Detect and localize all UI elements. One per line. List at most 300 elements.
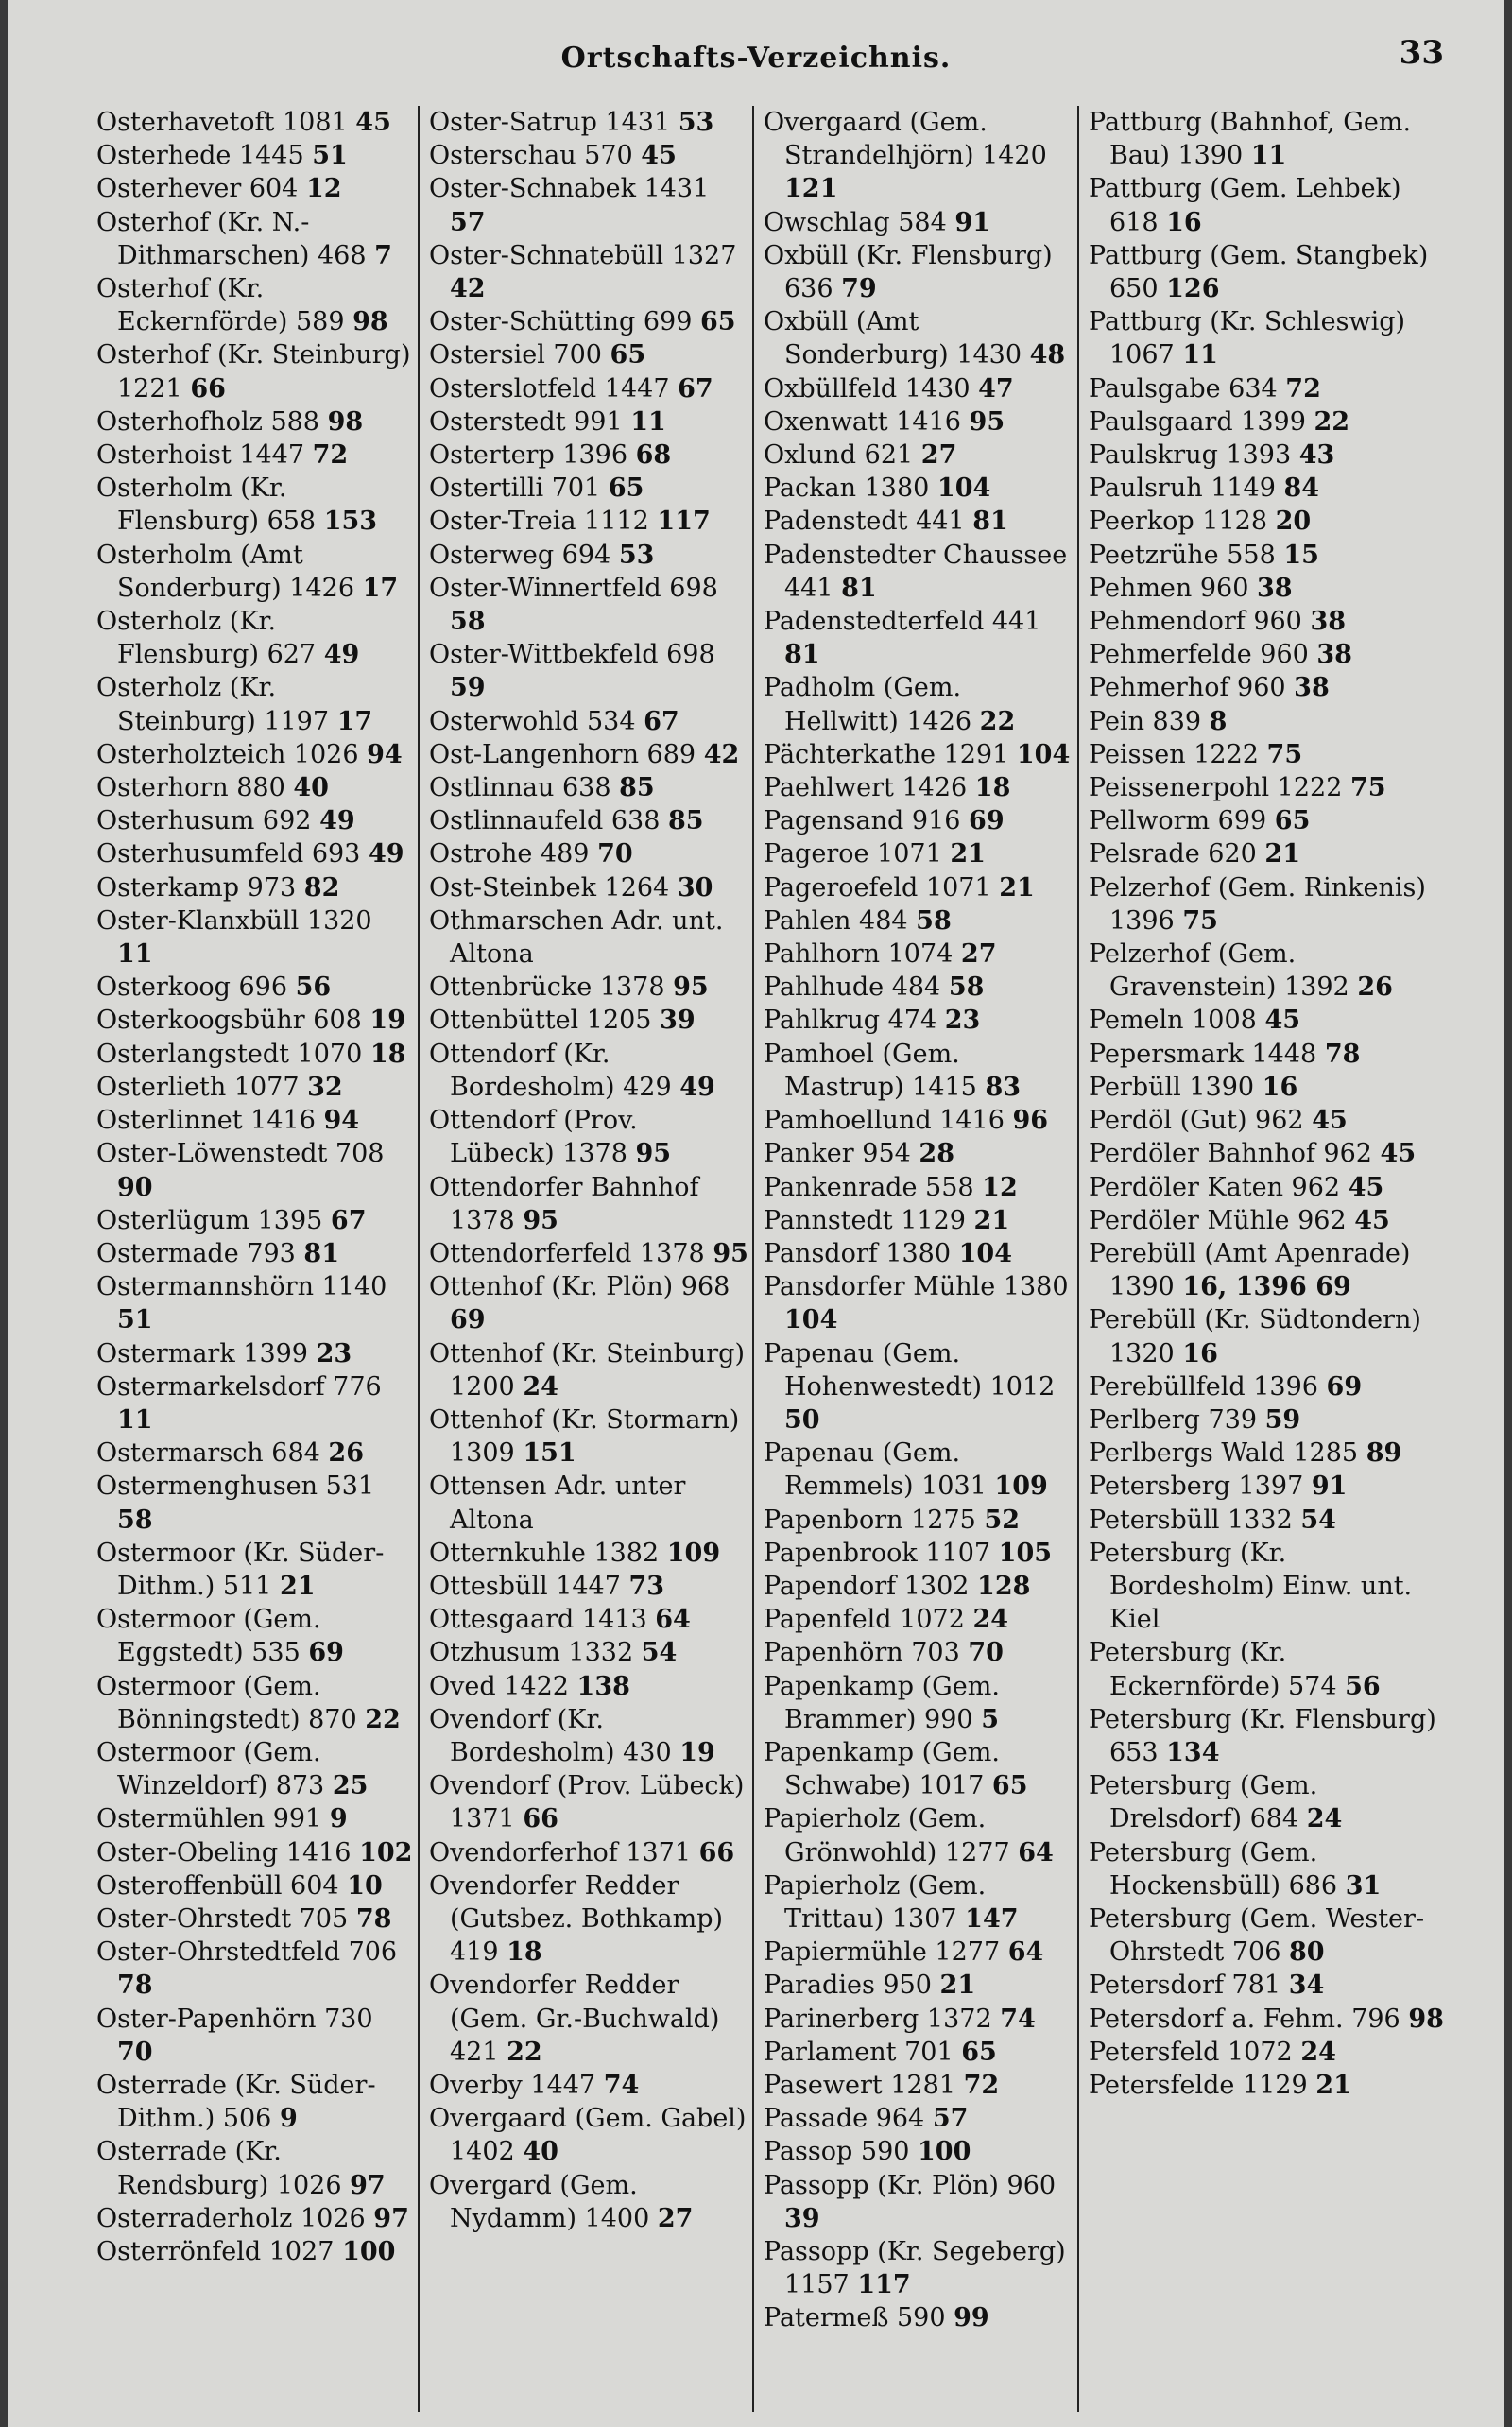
place-name: Pahlkrug 474 bbox=[764, 1006, 937, 1036]
reference-number: 22 bbox=[507, 2037, 542, 2067]
reference-number: 11 bbox=[1250, 141, 1287, 171]
reference-number: 69 bbox=[969, 806, 1005, 836]
directory-entry bbox=[429, 405, 748, 439]
directory-entry bbox=[764, 1038, 1074, 1104]
reference-number: 75 bbox=[1266, 739, 1303, 769]
place-name: Petersburg (Kr. Bordesholm) Einw. unt. Kiel bbox=[1089, 1538, 1413, 1635]
place-name: Petersburg (Gem. Hockensbüll) 686 bbox=[1089, 1837, 1338, 1901]
reference-number: 12 bbox=[982, 1172, 1018, 1202]
place-name: Pahlhorn 1074 bbox=[764, 939, 954, 970]
directory-entry bbox=[429, 472, 748, 505]
place-name: Pahlen 484 bbox=[764, 905, 908, 936]
reference-number: 12 bbox=[305, 174, 342, 204]
directory-entry bbox=[1089, 572, 1452, 605]
directory-entry bbox=[429, 1869, 748, 1970]
directory-entry bbox=[764, 1570, 1074, 1603]
reference-number: 67 bbox=[678, 373, 713, 404]
directory-entry bbox=[764, 1936, 1074, 1969]
reference-number: 121 bbox=[784, 174, 838, 204]
directory-entry bbox=[764, 1437, 1074, 1503]
reference-number: 102 bbox=[359, 1837, 413, 1868]
reference-number: 42 bbox=[703, 739, 740, 769]
directory-entry bbox=[1089, 106, 1452, 172]
place-name: Ostermarsch 684 bbox=[96, 1438, 320, 1469]
directory-entry bbox=[764, 1670, 1074, 1736]
place-name: Papendorf 1302 bbox=[764, 1571, 970, 1601]
directory-entry bbox=[764, 971, 1074, 1004]
reference-number: 32 bbox=[307, 1072, 343, 1102]
directory-entry bbox=[764, 904, 1074, 938]
place-name: Ostermade 793 bbox=[96, 1238, 296, 1268]
directory-entry bbox=[429, 904, 748, 971]
directory-entry bbox=[1089, 705, 1452, 738]
place-name: Osterlangstedt 1070 bbox=[96, 1039, 363, 1069]
reference-number: 49 bbox=[319, 806, 355, 836]
place-name: Petersdorf a. Fehm. 796 bbox=[1089, 2004, 1400, 2034]
place-name: Oxenwatt 1416 bbox=[764, 406, 961, 437]
directory-entry bbox=[429, 1004, 748, 1037]
place-name: Ottendorf (Kr. Bordesholm) 429 bbox=[429, 1039, 672, 1102]
reference-number: 72 bbox=[1285, 373, 1321, 404]
place-name: Passopp (Kr. Segeberg) 1157 bbox=[764, 2237, 1066, 2300]
reference-number: 97 bbox=[373, 2203, 409, 2233]
directory-entry bbox=[96, 1071, 414, 1104]
directory-entry bbox=[429, 971, 748, 1004]
reference-number: 31 bbox=[1345, 1870, 1382, 1901]
reference-number: 90 bbox=[117, 1172, 153, 1202]
directory-entry bbox=[764, 1137, 1074, 1170]
reference-number: 69 bbox=[1326, 1371, 1363, 1402]
place-name: Perdöl (Gut) 962 bbox=[1089, 1106, 1304, 1136]
place-name: Pattburg (Gem. Stangbek) 650 bbox=[1089, 240, 1429, 304]
reference-number: 100 bbox=[918, 2137, 971, 2167]
reference-number: 134 bbox=[1166, 1737, 1220, 1767]
reference-number: 7 bbox=[374, 240, 392, 270]
directory-entry bbox=[764, 2102, 1074, 2135]
reference-number: 20 bbox=[1275, 507, 1312, 537]
reference-number: 58 bbox=[117, 1505, 153, 1535]
directory-entry bbox=[1089, 938, 1452, 1004]
directory-entry bbox=[764, 2135, 1074, 2168]
directory-entry bbox=[96, 2069, 414, 2135]
place-name: Otternkuhle 1382 bbox=[429, 1538, 660, 1568]
place-name: Oxlund 621 bbox=[764, 440, 914, 471]
directory-entry bbox=[764, 439, 1074, 472]
place-name: Oster-Schnatebüll 1327 bbox=[429, 240, 737, 270]
directory-entry bbox=[429, 2069, 748, 2102]
reference-number: 11 bbox=[1182, 340, 1218, 370]
directory-entry bbox=[96, 172, 414, 205]
reference-number: 45 bbox=[1348, 1172, 1384, 1202]
directory-entry bbox=[764, 1237, 1074, 1270]
page-number: 33 bbox=[1399, 34, 1444, 72]
place-name: Petersdorf 781 bbox=[1089, 1971, 1281, 2001]
directory-entry bbox=[96, 272, 414, 338]
reference-number: 65 bbox=[991, 1771, 1028, 1801]
place-name: Ottendorferfeld 1378 bbox=[429, 1238, 705, 1268]
reference-number: 81 bbox=[303, 1238, 339, 1268]
reference-number: 18 bbox=[507, 1937, 542, 1968]
place-name: Padenstedt 441 bbox=[764, 507, 965, 537]
directory-entry bbox=[1089, 1470, 1452, 1503]
reference-number: 11 bbox=[117, 1404, 153, 1435]
directory-entry bbox=[96, 738, 414, 771]
directory-entry bbox=[96, 605, 414, 671]
place-name: Pächterkathe 1291 bbox=[764, 739, 1009, 769]
directory-entry bbox=[764, 206, 1074, 239]
place-name: Packan 1380 bbox=[764, 473, 930, 504]
directory-entry bbox=[1089, 1004, 1452, 1037]
place-name: Ovendorferhof 1371 bbox=[429, 1837, 692, 1868]
reference-number: 42 bbox=[450, 274, 486, 304]
reference-number: 54 bbox=[641, 1638, 678, 1668]
directory-entry bbox=[764, 405, 1074, 439]
reference-number: 67 bbox=[330, 1205, 367, 1235]
place-name: Osterraderholz 1026 bbox=[96, 2203, 366, 2233]
directory-entry bbox=[764, 2169, 1074, 2235]
directory-entry bbox=[96, 904, 414, 971]
reference-number: 38 bbox=[1310, 607, 1347, 637]
directory-entry bbox=[1089, 1071, 1452, 1104]
place-name: Pattburg (Kr. Schleswig) 1067 bbox=[1089, 307, 1406, 370]
directory-entry bbox=[429, 1403, 748, 1470]
place-name: Pehmerfelde 960 bbox=[1089, 640, 1309, 670]
directory-entry bbox=[1089, 2003, 1452, 2036]
directory-entry bbox=[429, 338, 748, 371]
place-name: Panker 954 bbox=[764, 1139, 911, 1169]
reference-number: 98 bbox=[327, 406, 364, 437]
reference-number: 5 bbox=[981, 1704, 999, 1734]
place-name: Passade 964 bbox=[764, 2104, 925, 2134]
place-name: Ottenhof (Kr. Plön) 968 bbox=[429, 1272, 730, 1302]
directory-entry bbox=[96, 1603, 414, 1669]
directory-entry bbox=[1089, 738, 1452, 771]
place-name: Pepersmark 1448 bbox=[1089, 1039, 1317, 1069]
place-name: Pamhoel (Gem. Mastrup) 1415 bbox=[764, 1039, 977, 1102]
reference-number: 16 bbox=[1262, 1072, 1298, 1102]
directory-entry bbox=[429, 738, 748, 771]
directory-entry bbox=[96, 1004, 414, 1037]
reference-number: 39 bbox=[660, 1006, 696, 1036]
reference-number: 51 bbox=[312, 141, 348, 171]
place-name: Parinerberg 1372 bbox=[764, 2004, 992, 2034]
reference-number: 21 bbox=[999, 872, 1035, 903]
directory-entry bbox=[764, 1171, 1074, 1204]
reference-number: 95 bbox=[635, 1139, 672, 1169]
reference-number: 56 bbox=[1345, 1671, 1381, 1701]
reference-number: 21 bbox=[1315, 2070, 1351, 2100]
directory-entry bbox=[764, 1270, 1074, 1336]
reference-number: 19 bbox=[679, 1737, 715, 1767]
reference-number: 98 bbox=[1408, 2004, 1444, 2034]
directory-entry bbox=[96, 837, 414, 870]
reference-number: 59 bbox=[1264, 1404, 1301, 1435]
directory-entry bbox=[429, 1969, 748, 2069]
directory-entry bbox=[96, 771, 414, 804]
place-name: Oxbüll (Amt Sonderburg) 1430 bbox=[764, 307, 1022, 370]
place-name: Oster-Obeling 1416 bbox=[96, 1837, 352, 1868]
reference-number: 81 bbox=[784, 640, 820, 670]
directory-entry bbox=[96, 1237, 414, 1270]
place-name: Pattburg (Bahnhof, Gem. Bau) 1390 bbox=[1089, 108, 1412, 171]
reference-number: 50 bbox=[784, 1404, 820, 1435]
place-name: Oved 1422 bbox=[429, 1671, 569, 1701]
reference-number: 80 bbox=[1288, 1937, 1325, 1968]
reference-number: 8 bbox=[1209, 706, 1228, 736]
reference-number: 81 bbox=[972, 507, 1008, 537]
reference-number: 65 bbox=[1274, 806, 1311, 836]
place-name: Ostermoor (Kr. Süder-Dithm.) 511 bbox=[96, 1538, 385, 1601]
directory-entry bbox=[1089, 172, 1452, 238]
place-name: Perdöler Katen 962 bbox=[1089, 1172, 1341, 1202]
directory-page bbox=[8, 0, 1504, 2427]
directory-entry bbox=[429, 539, 748, 572]
place-name: Ottendorfer Bahnhof 1378 bbox=[429, 1172, 699, 1235]
directory-entry bbox=[764, 1504, 1074, 1537]
reference-number: 126 bbox=[1166, 274, 1220, 304]
place-name: Ottenbüttel 1205 bbox=[429, 1006, 652, 1036]
reference-number: 58 bbox=[450, 607, 486, 637]
directory-entry bbox=[429, 372, 748, 405]
place-name: Papenkamp (Gem. Schwabe) 1017 bbox=[764, 1737, 1000, 1801]
reference-number: 68 bbox=[635, 440, 672, 471]
reference-number: 89 bbox=[1366, 1438, 1402, 1469]
reference-number: 95 bbox=[673, 973, 709, 1003]
place-name: Ovendorfer Redder (Gem. Gr.-Buchwald) 421 bbox=[429, 1971, 720, 2067]
place-name: Pansdorf 1380 bbox=[764, 1238, 952, 1268]
directory-entry bbox=[96, 1104, 414, 1137]
place-name: Perlberg 739 bbox=[1089, 1404, 1258, 1435]
directory-entry bbox=[764, 1869, 1074, 1936]
directory-entry bbox=[1089, 1703, 1452, 1769]
reference-number: 91 bbox=[1311, 1472, 1348, 1502]
place-name: Overby 1447 bbox=[429, 2070, 596, 2100]
directory-entry bbox=[764, 1204, 1074, 1237]
directory-entry bbox=[429, 1703, 748, 1769]
directory-entry bbox=[1089, 1969, 1452, 2002]
reference-number: 45 bbox=[1264, 1006, 1301, 1036]
reference-number: 65 bbox=[610, 340, 646, 370]
place-name: Pamhoellund 1416 bbox=[764, 1106, 1005, 1136]
reference-number: 81 bbox=[841, 573, 877, 603]
place-name: Osterhavetoft 1081 bbox=[96, 108, 348, 137]
place-name: Ottesbüll 1447 bbox=[429, 1571, 621, 1601]
directory-entry bbox=[1089, 1769, 1452, 1835]
directory-entry bbox=[764, 771, 1074, 804]
place-name: Ostlinnau 638 bbox=[429, 773, 611, 803]
reference-number: 52 bbox=[984, 1505, 1021, 1535]
directory-entry bbox=[96, 804, 414, 837]
directory-entry bbox=[1089, 1537, 1452, 1637]
place-name: Peerkop 1128 bbox=[1089, 507, 1268, 537]
reference-number: 78 bbox=[117, 1971, 153, 2001]
directory-entry bbox=[96, 971, 414, 1004]
place-name: Oster-Ohrstedt 705 bbox=[96, 1903, 349, 1934]
directory-entry bbox=[764, 305, 1074, 371]
place-name: Ottenhof (Kr. Steinburg) 1200 bbox=[429, 1338, 745, 1402]
reference-number: 128 bbox=[977, 1571, 1031, 1601]
directory-entry bbox=[1089, 1370, 1452, 1403]
directory-entry bbox=[1089, 1437, 1452, 1470]
directory-entry bbox=[1089, 372, 1452, 405]
reference-number: 27 bbox=[920, 440, 957, 471]
place-name: Perebüll (Kr. Südtondern) 1320 bbox=[1089, 1305, 1421, 1368]
place-name: Osterweg 694 bbox=[429, 540, 611, 570]
directory-entry bbox=[96, 106, 414, 139]
place-name: Ovendorfer Redder (Gutsbez. Bothkamp) 419 bbox=[429, 1870, 724, 1968]
directory-entry bbox=[429, 505, 748, 538]
place-name: Petersburg (Gem. Drelsdorf) 684 bbox=[1089, 1771, 1318, 1834]
place-name: Petersburg (Kr. Flensburg) 653 bbox=[1089, 1704, 1436, 1767]
directory-entry bbox=[96, 1337, 414, 1370]
reference-number: 22 bbox=[365, 1704, 401, 1734]
place-name: Pelsrade 620 bbox=[1089, 839, 1257, 869]
reference-number: 59 bbox=[450, 673, 486, 703]
reference-number: 24 bbox=[1306, 1804, 1343, 1834]
directory-entry bbox=[429, 1337, 748, 1403]
place-name: Oster-Satrup 1431 bbox=[429, 108, 671, 137]
place-name: Pageroefeld 1071 bbox=[764, 872, 991, 903]
reference-number: 151 bbox=[523, 1438, 576, 1469]
reference-number: 104 bbox=[936, 473, 991, 504]
place-name: Papiermühle 1277 bbox=[764, 1937, 1001, 1968]
place-name: Ostertilli 701 bbox=[429, 473, 601, 504]
place-name: Ostermarkelsdorf 776 bbox=[96, 1371, 382, 1402]
reference-number: 45 bbox=[641, 141, 677, 171]
place-name: Oster-Treia 1112 bbox=[429, 507, 649, 537]
directory-entry bbox=[429, 1603, 748, 1636]
reference-number: 48 bbox=[1029, 340, 1066, 370]
reference-number: 11 bbox=[630, 406, 666, 437]
reference-number: 19 bbox=[369, 1006, 405, 1036]
reference-number: 49 bbox=[323, 640, 360, 670]
place-name: Passop 590 bbox=[764, 2137, 910, 2167]
directory-entry bbox=[1089, 871, 1452, 938]
directory-entry bbox=[429, 871, 748, 904]
place-name: Papenborn 1275 bbox=[764, 1505, 976, 1535]
reference-number: 105 bbox=[998, 1538, 1053, 1568]
directory-entry bbox=[96, 439, 414, 472]
directory-entry bbox=[1089, 2069, 1452, 2102]
reference-number: 84 bbox=[1283, 473, 1320, 504]
directory-entry bbox=[96, 1936, 414, 2002]
place-name: Petersbüll 1332 bbox=[1089, 1505, 1293, 1535]
place-name: Paulskrug 1393 bbox=[1089, 440, 1292, 471]
directory-entry bbox=[1089, 239, 1452, 305]
reference-number: 75 bbox=[1350, 773, 1386, 803]
directory-entry bbox=[764, 106, 1074, 206]
reference-number: 23 bbox=[316, 1338, 352, 1368]
place-name: Perdöler Bahnhof 962 bbox=[1089, 1139, 1372, 1169]
directory-entry bbox=[429, 1537, 748, 1570]
place-name: Osterhever 604 bbox=[96, 174, 299, 204]
place-name: Ost-Langenhorn 689 bbox=[429, 739, 696, 769]
place-name: Papierholz (Gem. Trittau) 1307 bbox=[764, 1870, 987, 1934]
reference-number: 95 bbox=[969, 406, 1005, 437]
place-name: Osterhofholz 588 bbox=[96, 406, 319, 437]
directory-entry bbox=[1089, 837, 1452, 870]
directory-entry bbox=[1089, 1303, 1452, 1369]
directory-entry bbox=[96, 1736, 414, 1802]
place-name: Owschlag 584 bbox=[764, 207, 947, 237]
place-name: Patermeß 590 bbox=[764, 2303, 946, 2333]
directory-entry bbox=[764, 2036, 1074, 2069]
reference-number: 15 bbox=[1283, 540, 1319, 570]
place-name: Oster-Papenhörn 730 bbox=[96, 2004, 373, 2034]
directory-entry bbox=[96, 539, 414, 605]
reference-number: 66 bbox=[190, 373, 226, 404]
place-name: Osterrade (Kr. Rendsburg) 1026 bbox=[96, 2137, 342, 2200]
directory-entry bbox=[96, 1902, 414, 1936]
column-3 bbox=[752, 106, 1077, 2412]
reference-number: 16 bbox=[1182, 1338, 1218, 1368]
reference-number: 54 bbox=[1300, 1505, 1336, 1535]
directory-entry bbox=[96, 338, 414, 404]
reference-number: 21 bbox=[950, 839, 986, 869]
place-name: Ostlinnaufeld 638 bbox=[429, 806, 661, 836]
directory-entry bbox=[1089, 1104, 1452, 1137]
place-name: Pageroe 1071 bbox=[764, 839, 942, 869]
directory-entry bbox=[429, 239, 748, 305]
directory-entry bbox=[429, 139, 748, 172]
directory-entry bbox=[96, 671, 414, 737]
reference-number: 98 bbox=[352, 307, 388, 337]
reference-number: 104 bbox=[1016, 739, 1071, 769]
place-name: Petersberg 1397 bbox=[1089, 1472, 1304, 1502]
directory-entry bbox=[429, 1769, 748, 1835]
directory-entry bbox=[764, 1636, 1074, 1669]
place-name: Osterholm (Kr. Flensburg) 658 bbox=[96, 473, 317, 537]
reference-number: 45 bbox=[355, 108, 391, 137]
place-name: Osterkoogsbühr 608 bbox=[96, 1006, 362, 1036]
reference-number: 78 bbox=[355, 1903, 392, 1934]
reference-number: 45 bbox=[1354, 1205, 1390, 1235]
reference-number: 66 bbox=[698, 1837, 735, 1868]
reference-number: 100 bbox=[342, 2237, 396, 2266]
reference-number: 58 bbox=[916, 905, 952, 936]
reference-number: 147 bbox=[965, 1903, 1019, 1934]
directory-entry bbox=[764, 1603, 1074, 1636]
place-name: Osterkamp 973 bbox=[96, 872, 297, 903]
place-name: Peetzrühe 558 bbox=[1089, 540, 1276, 570]
place-name: Oster-Winnertfeld 698 bbox=[429, 573, 718, 603]
place-name: Papenkamp (Gem. Brammer) 990 bbox=[764, 1671, 1000, 1734]
reference-number: 22 bbox=[979, 706, 1016, 736]
reference-number: 96 bbox=[1012, 1106, 1049, 1136]
place-name: Pattburg (Gem. Lehbek) 618 bbox=[1089, 174, 1401, 237]
place-name: Paulsgaard 1399 bbox=[1089, 406, 1306, 437]
directory-entry bbox=[429, 1237, 748, 1270]
place-name: Osterrade (Kr. Süder-Dithm.) 506 bbox=[96, 2070, 376, 2134]
directory-entry bbox=[96, 871, 414, 904]
place-name: Osterslotfeld 1447 bbox=[429, 373, 670, 404]
reference-number: 18 bbox=[369, 1039, 406, 1069]
reference-number: 66 bbox=[523, 1804, 558, 1834]
column-2 bbox=[418, 106, 752, 2412]
place-name: Ost-Steinbek 1264 bbox=[429, 872, 670, 903]
reference-number: 9 bbox=[329, 1804, 348, 1834]
reference-number: 45 bbox=[1380, 1139, 1417, 1169]
reference-number: 69 bbox=[308, 1638, 344, 1668]
reference-number: 79 bbox=[841, 274, 877, 304]
place-name: Pein 839 bbox=[1089, 706, 1202, 736]
reference-number: 38 bbox=[1294, 673, 1330, 703]
place-name: Osterhof (Kr. Eckernförde) 589 bbox=[96, 274, 345, 337]
place-name: Osterholz (Kr. Flensburg) 627 bbox=[96, 607, 317, 670]
directory-entry bbox=[96, 1038, 414, 1071]
directory-entry bbox=[429, 439, 748, 472]
reference-number: 43 bbox=[1298, 440, 1335, 471]
